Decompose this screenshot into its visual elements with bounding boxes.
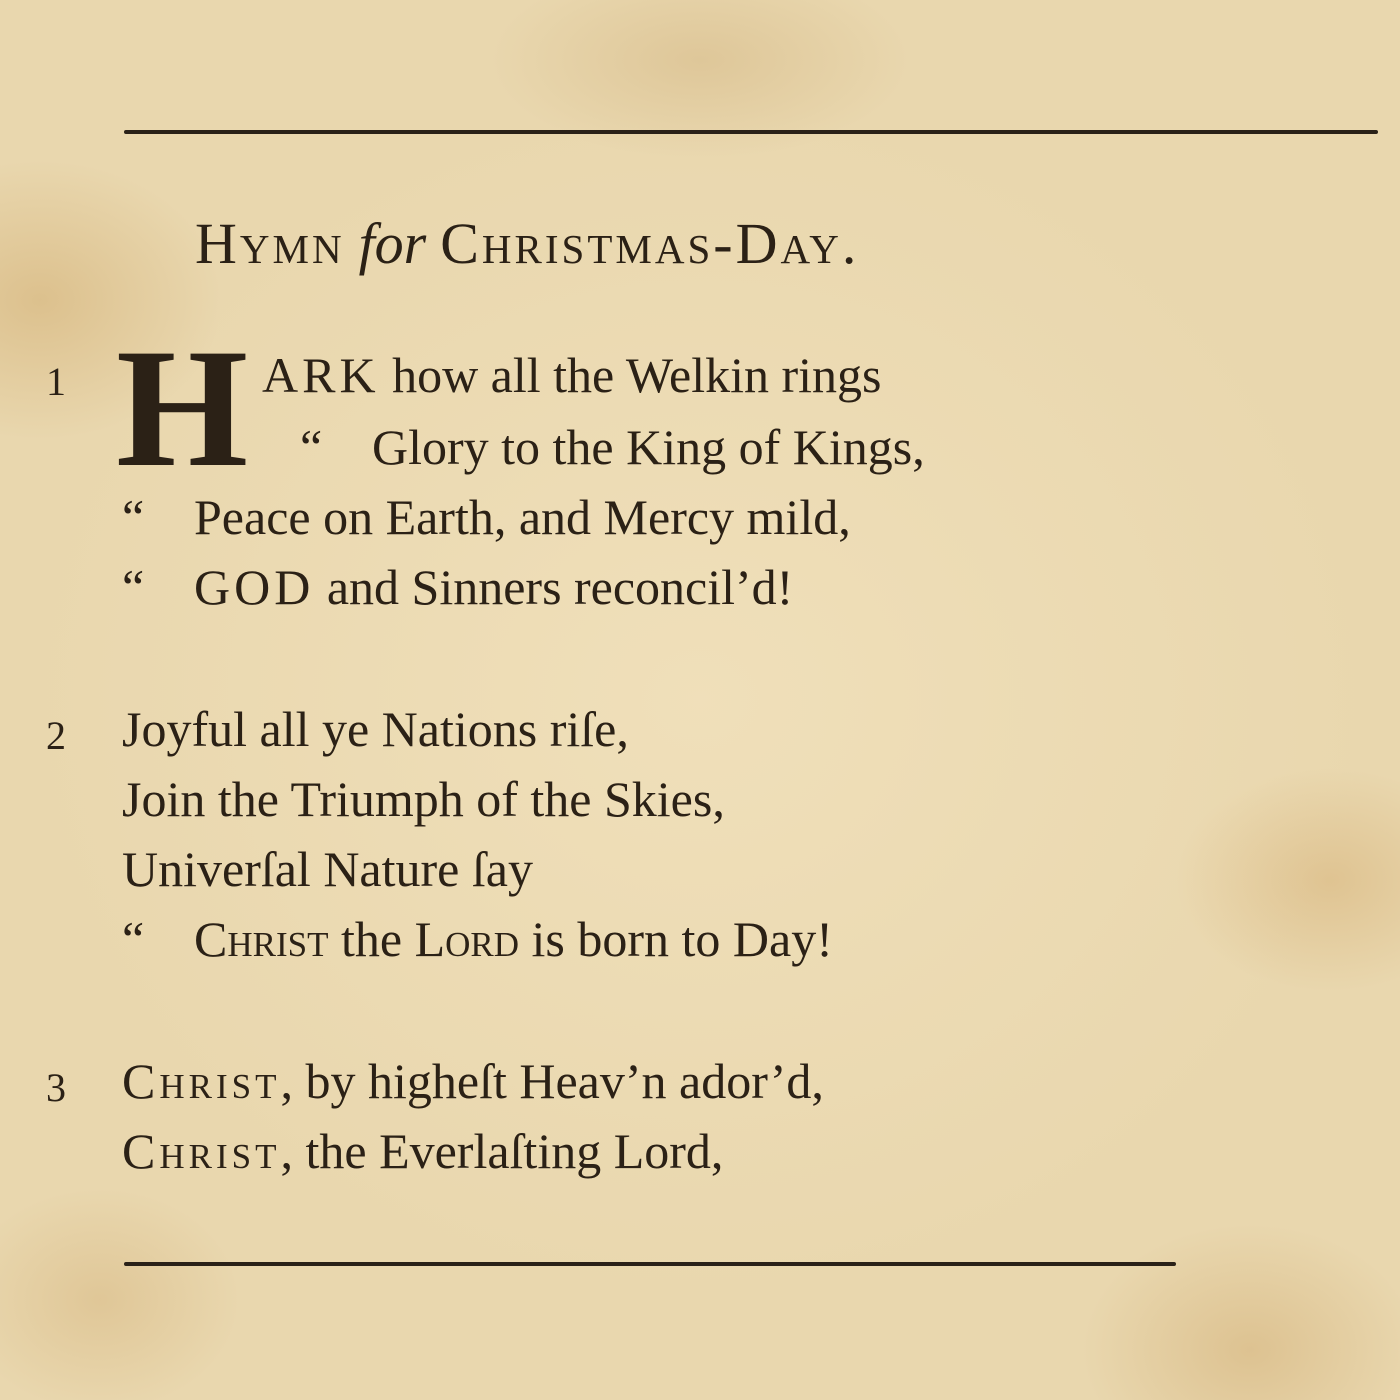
verse-1-line-1-caps: ARK <box>262 347 380 403</box>
verse-3-line-2-christ: Christ <box>122 1123 281 1179</box>
verse-3-line-1-christ: Christ <box>122 1053 281 1109</box>
title-word-for: for <box>358 211 427 276</box>
verse-1-line-1-text: how all the Welkin rings <box>379 347 882 403</box>
verse-2-line-2: Join the Triumph of the Skies, <box>122 771 725 827</box>
verse-3-line-1 <box>122 1052 824 1110</box>
bottom-rule <box>124 1262 1176 1266</box>
verse-1-line-3-quote: “ <box>122 489 145 545</box>
verse-1-line-4-caps: GOD <box>194 559 315 615</box>
verse-2-line-4-text-b: is born to Day! <box>519 911 833 967</box>
verse-number-3: 3 <box>46 1065 66 1110</box>
verse-3-line-2 <box>122 1122 723 1180</box>
verse-1-line-3-text: Peace on Earth, and Mercy mild, <box>194 489 851 545</box>
verse-2-line-3: Univerſal Nature ſay <box>122 841 533 897</box>
verse-1-line-4 <box>122 558 793 616</box>
drop-cap: H <box>116 314 249 502</box>
verse-1-line-3 <box>122 488 851 546</box>
verse-3-line-2-text: , the Everlaſting Lord, <box>280 1123 724 1179</box>
verse-2-line-4-lord: Lord <box>414 911 520 967</box>
verse-2-line-4-quote: “ <box>122 911 145 967</box>
title-word-hymn: Hymn <box>195 211 345 276</box>
verse-1-line-2-quote: “ <box>300 419 323 475</box>
verse-number-2: 2 <box>46 713 66 758</box>
verse-2-line-4-christ: Christ <box>194 911 329 967</box>
verse-2-line-4 <box>122 910 833 968</box>
verse-3-line-1-text: , by higheſt Heav’n ador’d, <box>280 1053 824 1109</box>
hymn-title <box>195 210 1395 277</box>
title-word-christmas-day: Christmas-Day. <box>440 211 860 276</box>
top-rule <box>124 130 1378 134</box>
verse-1-line-4-quote: “ <box>122 559 145 615</box>
verse-2-line-4-text-a: the <box>328 911 415 967</box>
verse-1-line-1 <box>262 346 882 404</box>
verse-1-line-4-text: and Sinners reconcil’d! <box>314 559 794 615</box>
verse-2-line-1: Joyful all ye Nations riſe, <box>122 701 629 757</box>
verse-number-1: 1 <box>46 359 66 404</box>
verse-1-line-2 <box>300 418 925 476</box>
verse-1-line-2-text: Glory to the King of Kings, <box>372 419 925 475</box>
